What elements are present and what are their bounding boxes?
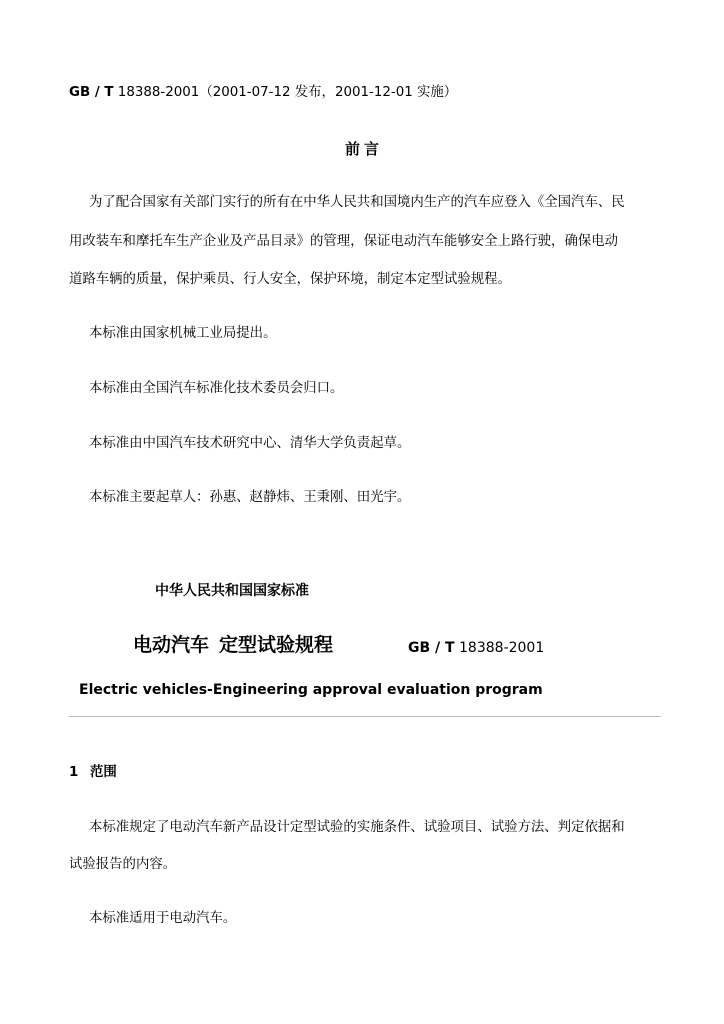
- foreword-paragraph3: 本标准由全国汽车标准化技术委员会归口。: [89, 381, 344, 396]
- section1-heading-text: 范围: [90, 765, 117, 780]
- header-standard-info: [69, 84, 457, 102]
- standard-code-number: 18388-2001: [454, 640, 545, 656]
- section1-paragraph1-line2: 试验报告的内容。: [69, 857, 177, 872]
- standard-code: [408, 638, 544, 658]
- section1-number: 1: [69, 765, 79, 780]
- foreword-paragraph4: 本标准由中国汽车技术研究中心、清华大学负责起草。: [89, 436, 411, 451]
- foreword-paragraph2: 本标准由国家机械工业局提出。: [89, 326, 277, 341]
- section1-heading: [69, 764, 117, 782]
- header-code-prefix: GB / T: [69, 85, 114, 100]
- standard-title-part2: 定型试验规程: [219, 634, 334, 656]
- header-code-number: 18388-2001: [113, 85, 200, 100]
- standard-title: [133, 632, 333, 658]
- horizontal-divider: [69, 716, 661, 717]
- foreword-paragraph1-line3: 道路车辆的质量，保护乘员、行人安全，保护环境，制定本定型试验规程。: [69, 272, 511, 287]
- foreword-paragraph1-line2: 用改装车和摩托车生产企业及产品目录》的管理，保证电动汽车能够安全上路行驶，确保电动: [69, 234, 619, 249]
- header-dates: （2001-07-12 发布，2001-12-01 实施）: [199, 85, 458, 100]
- foreword-paragraph1-line1: 为了配合国家有关部门实行的所有在中华人民共和国境内生产的汽车应登入《全国汽车、民: [89, 195, 625, 210]
- standard-title-part1: 电动汽车: [133, 634, 210, 656]
- section1-paragraph2: 本标准适用于电动汽车。: [89, 911, 237, 926]
- foreword-title: 前言: [344, 140, 383, 158]
- standard-issuer: 中华人民共和国国家标准: [155, 583, 309, 599]
- standard-code-prefix: GB / T: [408, 640, 455, 656]
- section1-paragraph1-line1: 本标准规定了电动汽车新产品设计定型试验的实施条件、试验项目、试验方法、判定依据和: [89, 820, 625, 835]
- standard-english-title: Electric vehicles-Engineering approval evaluation program: [79, 682, 543, 698]
- foreword-paragraph5: 本标准主要起草人：孙惠、赵静炜、王秉刚、田光宇。: [89, 490, 411, 505]
